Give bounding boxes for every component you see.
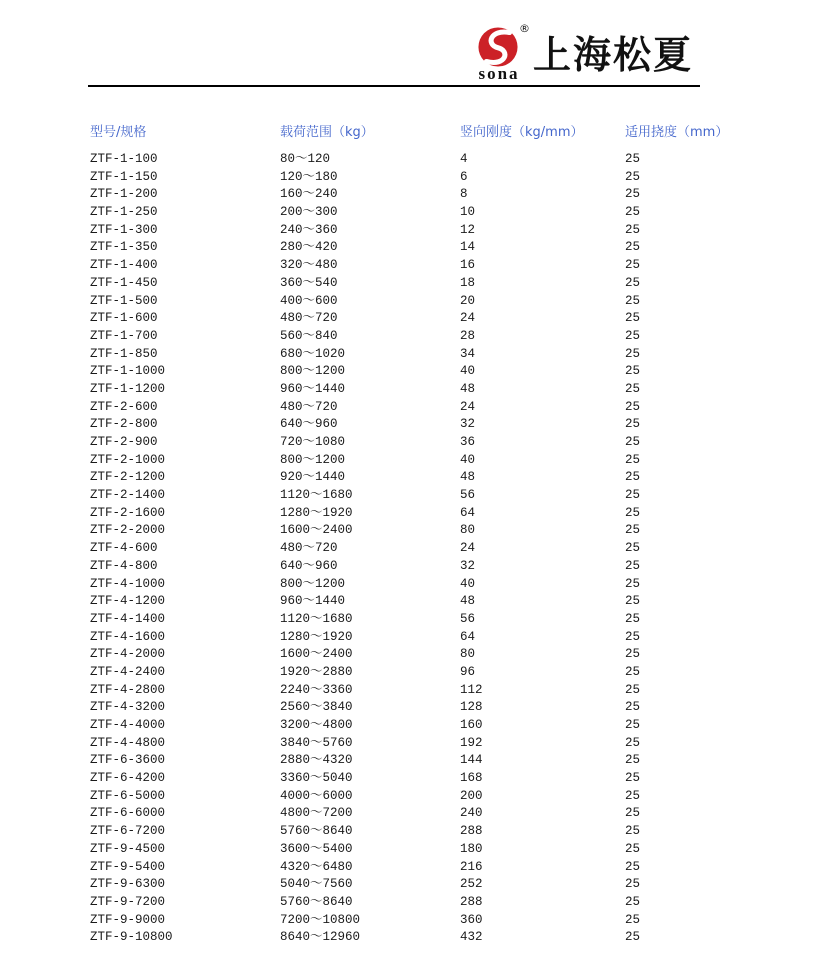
cell-vertical-stiffness: 240: [460, 806, 483, 821]
cell-model: ZTF-9-4500: [90, 841, 166, 856]
table-row: [90, 346, 730, 364]
cell-load-range: 1600～2400: [280, 647, 353, 662]
cell-load-range: 7200～10800: [280, 912, 361, 927]
cell-deflection: 25: [625, 894, 641, 909]
cell-vertical-stiffness: 32: [460, 558, 476, 573]
cell-load-range: 80～120: [280, 152, 331, 166]
cell-deflection: 25: [625, 930, 641, 945]
table-row: [90, 381, 730, 399]
cell-vertical-stiffness: 24: [460, 399, 476, 414]
cell-vertical-stiffness: 288: [460, 824, 483, 839]
table-row: [90, 593, 730, 611]
cell-load-range: 800～1200: [280, 576, 346, 591]
table-row: [90, 876, 730, 894]
cell-model: ZTF-1-400: [90, 258, 158, 273]
cell-vertical-stiffness: 40: [460, 452, 476, 467]
cell-model: ZTF-6-3600: [90, 753, 166, 768]
table-row: [90, 664, 730, 682]
cell-load-range: 360～540: [280, 275, 338, 290]
cell-deflection: 25: [625, 152, 641, 166]
cell-load-range: 120～180: [280, 169, 338, 184]
table-row: [90, 912, 730, 930]
cell-model: ZTF-2-600: [90, 399, 158, 414]
table-row: [90, 894, 730, 912]
cell-load-range: 200～300: [280, 205, 338, 220]
cell-model: ZTF-1-600: [90, 311, 158, 326]
table-row: [90, 823, 730, 841]
cell-deflection: 25: [625, 505, 641, 520]
cell-model: ZTF-4-2000: [90, 647, 166, 662]
cell-vertical-stiffness: 80: [460, 647, 476, 662]
cell-vertical-stiffness: 4: [460, 152, 468, 166]
cell-model: ZTF-1-700: [90, 328, 158, 343]
cell-deflection: 25: [625, 381, 641, 396]
registered-trademark-icon: ®: [519, 22, 530, 35]
cell-deflection: 25: [625, 753, 641, 768]
cell-load-range: 2240～3360: [280, 682, 353, 697]
cell-vertical-stiffness: 48: [460, 470, 476, 485]
table-row: [90, 151, 730, 169]
cell-model: ZTF-6-6000: [90, 806, 166, 821]
cell-load-range: 480～720: [280, 541, 338, 556]
cell-deflection: 25: [625, 700, 641, 715]
cell-deflection: 25: [625, 187, 641, 202]
cell-vertical-stiffness: 168: [460, 771, 483, 786]
cell-vertical-stiffness: 144: [460, 753, 483, 768]
cell-model: ZTF-1-300: [90, 222, 158, 237]
cell-deflection: 25: [625, 258, 641, 273]
cell-load-range: 1120～1680: [280, 488, 353, 503]
cell-vertical-stiffness: 20: [460, 293, 476, 308]
cell-deflection: 25: [625, 824, 641, 839]
cell-deflection: 25: [625, 240, 641, 255]
cell-deflection: 25: [625, 771, 641, 786]
table-row: [90, 487, 730, 505]
cell-model: ZTF-6-7200: [90, 824, 166, 839]
cell-model: ZTF-2-1200: [90, 470, 166, 485]
cell-deflection: 25: [625, 558, 641, 573]
cell-load-range: 5760～8640: [280, 894, 353, 909]
table-row: [90, 204, 730, 222]
table-row: [90, 859, 730, 877]
cell-deflection: 25: [625, 364, 641, 379]
table-row: [90, 576, 730, 594]
cell-vertical-stiffness: 18: [460, 275, 476, 290]
cell-model: ZTF-1-1200: [90, 381, 166, 396]
cell-load-range: 400～600: [280, 293, 338, 308]
cell-deflection: 25: [625, 435, 641, 449]
spec-table: [90, 123, 730, 947]
cell-model: ZTF-4-600: [90, 541, 158, 556]
cell-load-range: 800～1200: [280, 364, 346, 379]
cell-model: ZTF-2-900: [90, 435, 158, 449]
cell-deflection: 25: [625, 488, 641, 503]
cell-load-range: 3600～5400: [280, 841, 353, 856]
cell-vertical-stiffness: 360: [460, 912, 483, 927]
column-header-vertical-stiffness: 竖向刚度（kg/mm）: [460, 125, 584, 140]
cell-vertical-stiffness: 432: [460, 930, 483, 945]
cell-deflection: 25: [625, 877, 641, 892]
table-header-row: [90, 123, 730, 143]
table-row: [90, 399, 730, 417]
cell-load-range: 3200～4800: [280, 718, 353, 732]
cell-load-range: 640～960: [280, 417, 338, 432]
cell-load-range: 720～1080: [280, 435, 346, 449]
table-row: [90, 169, 730, 187]
table-row: [90, 735, 730, 753]
table-row: [90, 752, 730, 770]
cell-vertical-stiffness: 160: [460, 718, 483, 732]
cell-model: ZTF-4-1400: [90, 611, 166, 626]
cell-load-range: 920～1440: [280, 470, 346, 485]
cell-deflection: 25: [625, 470, 641, 485]
column-header-deflection: 适用挠度（mm）: [625, 125, 729, 140]
cell-deflection: 25: [625, 523, 641, 538]
cell-load-range: 280～420: [280, 240, 338, 255]
cell-deflection: 25: [625, 346, 641, 361]
cell-deflection: 25: [625, 788, 641, 803]
cell-deflection: 25: [625, 452, 641, 467]
cell-model: ZTF-9-7200: [90, 894, 166, 909]
cell-vertical-stiffness: 40: [460, 364, 476, 379]
sona-logo-icon: [477, 26, 519, 68]
cell-vertical-stiffness: 32: [460, 417, 476, 432]
cell-vertical-stiffness: 56: [460, 488, 476, 503]
cell-deflection: 25: [625, 594, 641, 609]
cell-load-range: 1600～2400: [280, 523, 353, 538]
table-row: [90, 469, 730, 487]
cell-load-range: 960～1440: [280, 594, 346, 609]
table-row: [90, 328, 730, 346]
column-header-model: 型号/规格: [90, 125, 147, 140]
cell-vertical-stiffness: 128: [460, 700, 483, 715]
cell-model: ZTF-2-1600: [90, 505, 166, 520]
cell-load-range: 480～720: [280, 399, 338, 414]
cell-model: ZTF-9-9000: [90, 912, 166, 927]
cell-load-range: 5040～7560: [280, 877, 353, 892]
cell-model: ZTF-4-3200: [90, 700, 166, 715]
table-row: [90, 239, 730, 257]
table-row: [90, 558, 730, 576]
cell-deflection: 25: [625, 311, 641, 326]
cell-vertical-stiffness: 252: [460, 877, 483, 892]
cell-model: ZTF-1-500: [90, 293, 158, 308]
cell-load-range: 160～240: [280, 187, 338, 202]
cell-vertical-stiffness: 24: [460, 311, 476, 326]
brand-logo-text: sona: [478, 64, 520, 83]
cell-load-range: 1120～1680: [280, 611, 353, 626]
cell-model: ZTF-1-450: [90, 275, 158, 290]
cell-model: ZTF-4-4000: [90, 718, 166, 732]
cell-model: ZTF-4-1200: [90, 594, 166, 609]
cell-load-range: 480～720: [280, 311, 338, 326]
table-row: [90, 275, 730, 293]
cell-vertical-stiffness: 56: [460, 611, 476, 626]
cell-vertical-stiffness: 112: [460, 682, 483, 697]
cell-model: ZTF-4-800: [90, 558, 158, 573]
table-row: [90, 717, 730, 735]
cell-vertical-stiffness: 180: [460, 841, 483, 856]
cell-deflection: 25: [625, 735, 641, 750]
table-row: [90, 416, 730, 434]
cell-model: ZTF-4-1600: [90, 629, 166, 644]
cell-vertical-stiffness: 28: [460, 328, 476, 343]
cell-deflection: 25: [625, 399, 641, 414]
cell-deflection: 25: [625, 293, 641, 308]
cell-model: ZTF-4-1000: [90, 576, 166, 591]
cell-model: ZTF-1-1000: [90, 364, 166, 379]
cell-load-range: 2880～4320: [280, 753, 353, 768]
cell-load-range: 1280～1920: [280, 629, 353, 644]
table-row: [90, 505, 730, 523]
cell-vertical-stiffness: 48: [460, 594, 476, 609]
cell-deflection: 25: [625, 806, 641, 821]
cell-vertical-stiffness: 64: [460, 629, 476, 644]
cell-vertical-stiffness: 8: [460, 187, 468, 202]
cell-load-range: 680～1020: [280, 346, 346, 361]
cell-deflection: 25: [625, 275, 641, 290]
cell-deflection: 25: [625, 541, 641, 556]
cell-model: ZTF-1-850: [90, 346, 158, 361]
cell-vertical-stiffness: 216: [460, 859, 483, 874]
cell-model: ZTF-6-5000: [90, 788, 166, 803]
table-row: [90, 522, 730, 540]
cell-model: ZTF-9-5400: [90, 859, 166, 874]
table-row: [90, 310, 730, 328]
table-row: [90, 805, 730, 823]
table-row: [90, 540, 730, 558]
cell-vertical-stiffness: 36: [460, 435, 476, 449]
cell-vertical-stiffness: 14: [460, 240, 476, 255]
cell-load-range: 1280～1920: [280, 505, 353, 520]
cell-deflection: 25: [625, 417, 641, 432]
cell-model: ZTF-1-200: [90, 187, 158, 202]
table-row: [90, 452, 730, 470]
cell-vertical-stiffness: 34: [460, 346, 476, 361]
cell-model: ZTF-1-150: [90, 169, 158, 184]
cell-vertical-stiffness: 40: [460, 576, 476, 591]
cell-load-range: 3840～5760: [280, 735, 353, 750]
cell-deflection: 25: [625, 576, 641, 591]
cell-vertical-stiffness: 96: [460, 664, 476, 679]
cell-load-range: 240～360: [280, 222, 338, 237]
cell-deflection: 25: [625, 859, 641, 874]
table-row: [90, 222, 730, 240]
company-name: 上海松夏: [533, 33, 694, 77]
table-row: [90, 699, 730, 717]
column-header-load-range: 载荷范围（kg）: [280, 125, 374, 140]
cell-vertical-stiffness: 192: [460, 735, 483, 750]
cell-deflection: 25: [625, 629, 641, 644]
cell-vertical-stiffness: 6: [460, 169, 468, 184]
cell-vertical-stiffness: 80: [460, 523, 476, 538]
table-row: [90, 629, 730, 647]
cell-load-range: 4800～7200: [280, 806, 353, 821]
table-row: [90, 770, 730, 788]
table-row: [90, 186, 730, 204]
cell-load-range: 4000～6000: [280, 788, 353, 803]
table-row: [90, 434, 730, 452]
cell-model: ZTF-1-350: [90, 240, 158, 255]
cell-deflection: 25: [625, 328, 641, 343]
cell-model: ZTF-4-4800: [90, 735, 166, 750]
cell-model: ZTF-2-800: [90, 417, 158, 432]
cell-load-range: 5760～8640: [280, 824, 353, 839]
cell-deflection: 25: [625, 222, 641, 237]
cell-deflection: 25: [625, 718, 641, 732]
cell-load-range: 4320～6480: [280, 859, 353, 874]
table-row: [90, 841, 730, 859]
cell-deflection: 25: [625, 205, 641, 220]
cell-load-range: 560～840: [280, 328, 338, 343]
table-row: [90, 682, 730, 700]
table-row: [90, 293, 730, 311]
cell-vertical-stiffness: 10: [460, 205, 476, 220]
cell-model: ZTF-2-1400: [90, 488, 166, 503]
table-row: [90, 257, 730, 275]
cell-load-range: 640～960: [280, 558, 338, 573]
cell-deflection: 25: [625, 664, 641, 679]
cell-deflection: 25: [625, 912, 641, 927]
cell-deflection: 25: [625, 169, 641, 184]
table-body: [90, 151, 730, 947]
cell-deflection: 25: [625, 611, 641, 626]
table-row: [90, 646, 730, 664]
cell-deflection: 25: [625, 841, 641, 856]
cell-model: ZTF-2-2000: [90, 523, 166, 538]
table-row: [90, 363, 730, 381]
cell-load-range: 8640～12960: [280, 930, 361, 945]
cell-model: ZTF-1-100: [90, 152, 158, 166]
header-divider: [88, 85, 700, 87]
cell-vertical-stiffness: 16: [460, 258, 476, 273]
cell-model: ZTF-6-4200: [90, 771, 166, 786]
cell-model: ZTF-4-2800: [90, 682, 166, 697]
cell-vertical-stiffness: 48: [460, 381, 476, 396]
cell-vertical-stiffness: 200: [460, 788, 483, 803]
cell-load-range: 960～1440: [280, 381, 346, 396]
table-row: [90, 788, 730, 806]
cell-load-range: 2560～3840: [280, 700, 353, 715]
cell-load-range: 1920～2880: [280, 664, 353, 679]
cell-load-range: 800～1200: [280, 452, 346, 467]
cell-model: ZTF-4-2400: [90, 664, 166, 679]
cell-deflection: 25: [625, 682, 641, 697]
cell-vertical-stiffness: 12: [460, 222, 476, 237]
cell-model: ZTF-9-6300: [90, 877, 166, 892]
table-row: [90, 611, 730, 629]
cell-model: ZTF-2-1000: [90, 452, 166, 467]
cell-deflection: 25: [625, 647, 641, 662]
cell-model: ZTF-1-250: [90, 205, 158, 220]
cell-model: ZTF-9-10800: [90, 930, 173, 945]
cell-vertical-stiffness: 64: [460, 505, 476, 520]
table-row: [90, 929, 730, 947]
cell-vertical-stiffness: 24: [460, 541, 476, 556]
cell-vertical-stiffness: 288: [460, 894, 483, 909]
cell-load-range: 3360～5040: [280, 771, 353, 786]
cell-load-range: 320～480: [280, 258, 338, 273]
